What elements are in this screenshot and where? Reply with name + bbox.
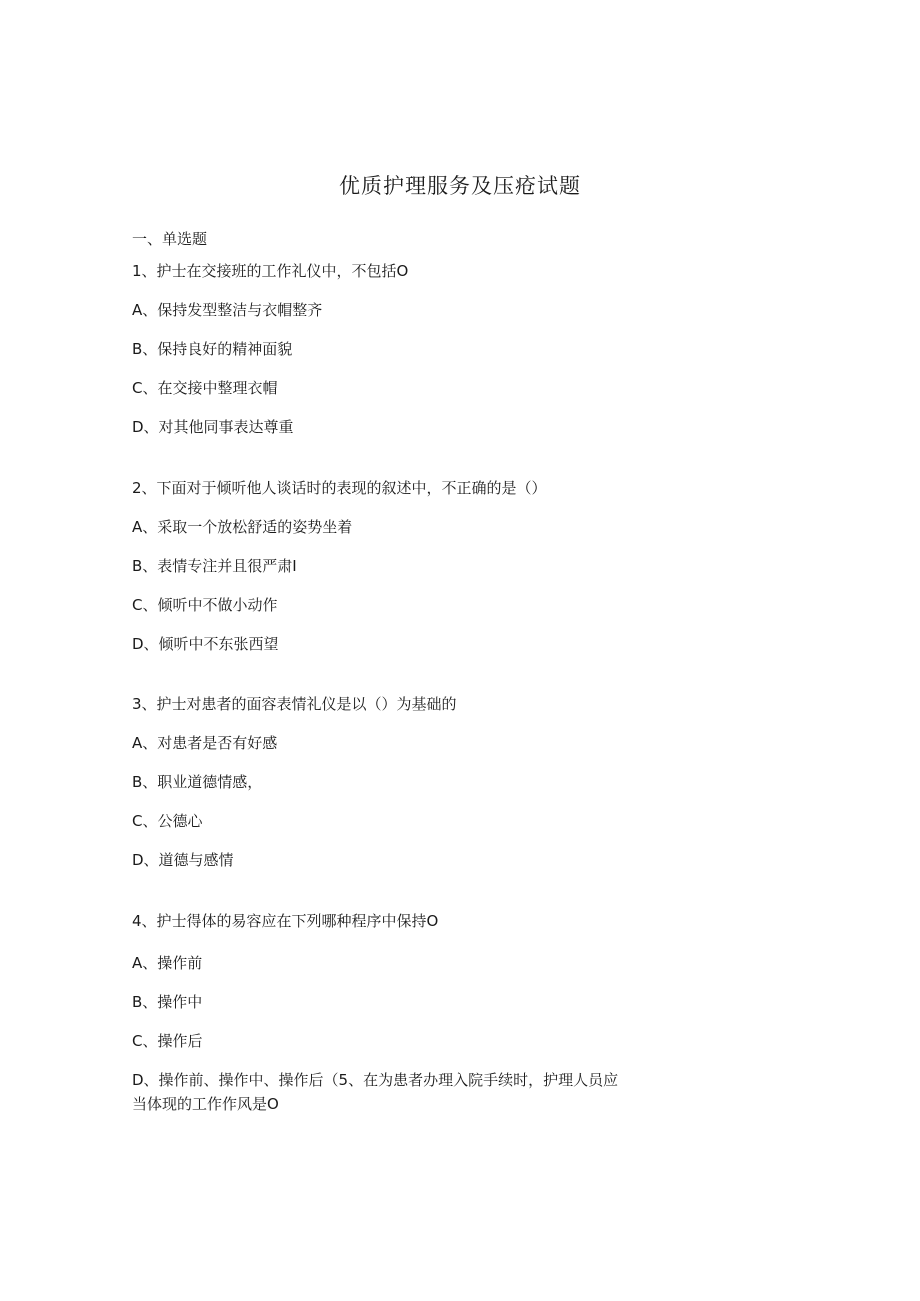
question-1-option-c: C、在交接中整理衣帽	[132, 379, 278, 397]
question-2-option-b: B、表情专注并且很严肃I	[132, 557, 297, 575]
question-4-option-c: C、操作后	[132, 1032, 203, 1050]
question-3-option-c: C、公德心	[132, 812, 203, 830]
question-4-option-a: A、操作前	[132, 954, 203, 972]
question-3-option-b: B、职业道德情感，	[132, 773, 263, 791]
question-2-option-c: C、倾听中不做小动作	[132, 596, 278, 614]
question-2-option-d: D、倾听中不东张西望	[132, 635, 279, 653]
question-3-option-d: D、道德与感情	[132, 851, 234, 869]
question-1-option-d: D、对其他同事表达尊重	[132, 418, 294, 436]
question-3-stem: 3、护士对患者的面容表情礼仪是以（）为基础的	[132, 695, 457, 713]
question-2-stem: 2、下面对于倾听他人谈话时的表现的叙述中，不正确的是（）	[132, 479, 547, 497]
document-title: 优质护理服务及压疮试题	[339, 174, 581, 198]
question-4-option-d: D、操作前、操作中、操作后（5、在为患者办理入院手续时，护理人员应当体现的工作作风是O	[132, 1071, 619, 1113]
question-2-option-a: A、采取一个放松舒适的姿势坐着	[132, 518, 353, 536]
question-4-option-b: B、操作中	[132, 993, 203, 1011]
question-4-stem: 4、护士得体的易容应在下列哪种程序中保持O	[132, 912, 439, 930]
question-1-stem: 1、护士在交接班的工作礼仪中，不包括O	[132, 262, 409, 280]
question-3-option-a: A、对患者是否有好感	[132, 734, 278, 752]
question-1-option-a: A、保持发型整洁与衣帽整齐	[132, 301, 323, 319]
section-heading: 一、单选题	[132, 230, 208, 248]
question-1-option-b: B、保持良好的精神面貌	[132, 340, 293, 358]
